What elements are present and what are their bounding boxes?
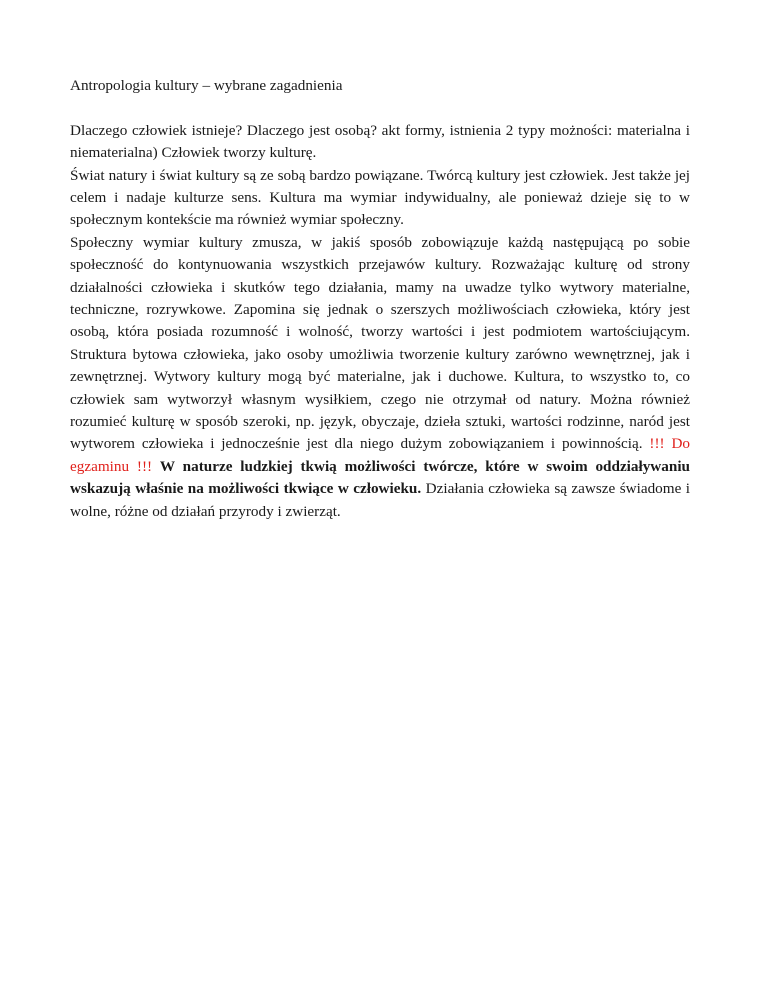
paragraph-3-main-text: Społeczny wymiar kultury zmusza, w jakiś sposób zobowiązuje każdą następującą po sobie społeczność do kontynuowania wszystkich przejawów kultury. Rozważając kulturę od strony działalności człowieka i skutków tego działania, mamy na uwadze tylko wytwory materialne, techniczne, rozrywkowe. Zapomina się jednak o szerszych możliwościach człowieka, który jest osobą, która posiada rozumność i wolność, tworzy wartości i jest podmiotem wartościującym. Struktura bytowa człowieka, jako osoby umożliwia tworzenie kultury zarówno wewnętrznej, jak i zewnętrznej. Wytwory kultury mogą być materialne, jak i duchowe. Kultura, to wszystko to, co człowiek sam wytworzył własnym wysiłkiem, czego nie otrzymał od natury. Można również rozumieć kulturę w sposób szeroki, np. język, obyczaje, dzieła sztuki, wartości rodzinne, naród jest wytworem człowieka i jednocześnie jest dla niego dużym zobowiązaniem i powinnością.	[70, 233, 690, 453]
bold-statement: W naturze ludzkiej tkwią możliwości twórcze, które w swoim oddziaływaniu wskazują właśnie na możliwości tkwiące w człowieku.	[70, 457, 690, 498]
document-title: Antropologia kultury – wybrane zagadnienia	[70, 77, 343, 94]
paragraph-2: Świat natury i świat kultury są ze sobą bardzo powiązane. Twórcą kultury jest człowiek. Jest także jej celem i nadaje kulturze sens. Kultura ma wymiar indywidualny, ale ponieważ dzieje się to w społecznym kontekście ma również wymiar społeczny.	[70, 166, 690, 229]
paragraph-3-end-text: Działania człowieka są zawsze świadome i wolne, różne od działań przyrody i zwierząt.	[70, 480, 690, 520]
paragraph-1: Dlaczego człowiek istnieje? Dlaczego jest osobą? akt formy, istnienia 2 typy możności: materialna i niematerialna) Człowiek tworzy kulturę.	[70, 121, 690, 162]
paragraph-3	[70, 232, 690, 523]
exam-note: !!! Do egzaminu !!!	[70, 435, 691, 475]
document-body	[70, 75, 690, 523]
